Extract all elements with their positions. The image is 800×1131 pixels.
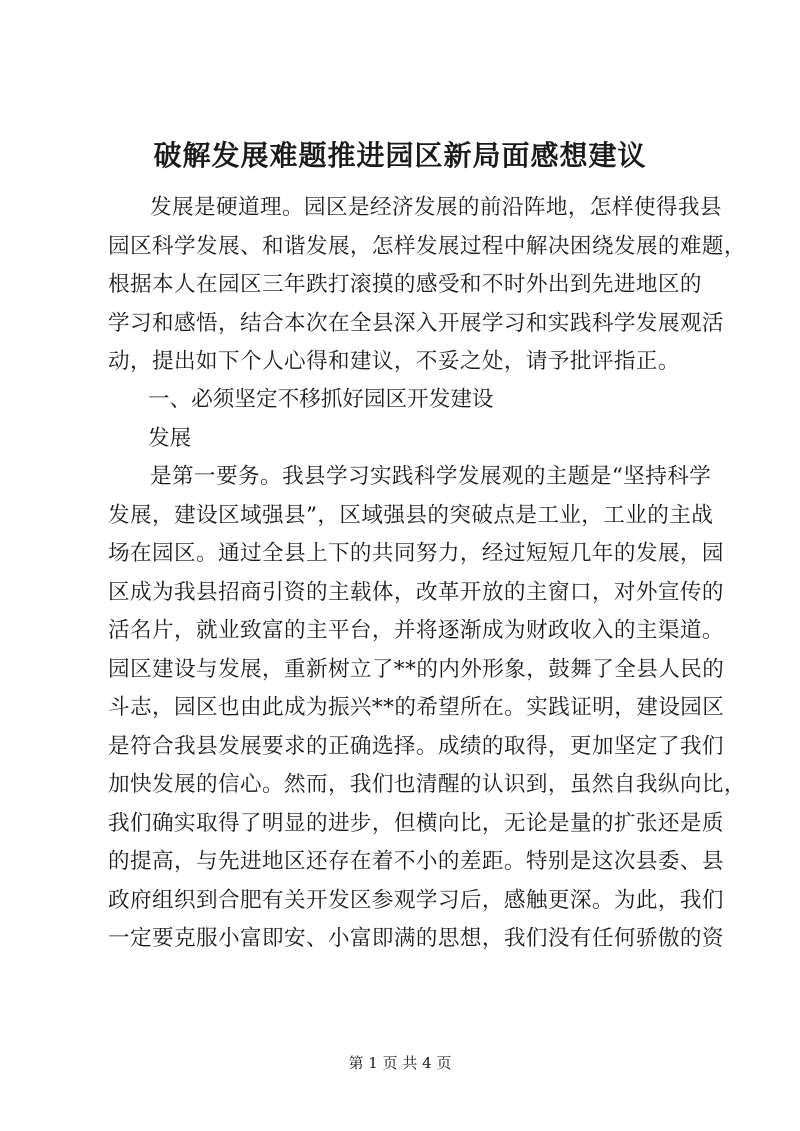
page-footer: 第 1 页 共 4 页: [348, 1054, 452, 1072]
main-line: 是第一要务。我县学习实践科学发展观的主题是“坚持科学: [150, 464, 712, 489]
main-line: 我们确实取得了明显的进步，但横向比，无论是量的扩张还是质: [108, 810, 724, 836]
main-line: 一定要克服小富即安、小富即满的思想，我们没有任何骄傲的资: [108, 926, 724, 951]
section-heading: 一、必须坚定不移抓好园区开发建设: [148, 387, 494, 412]
main-line: 斗志，园区也由此成为振兴**的希望所在。实践证明，建设园区: [108, 695, 725, 720]
document-title: 破解发展难题推进园区新局面感想建议: [153, 139, 647, 172]
main-line: 政府组织到合肥有关开发区参观学习后，感触更深。为此，我们: [108, 887, 724, 913]
intro-line: 发展是硬道理。园区是经济发展的前沿阵地，怎样使得我县: [150, 195, 722, 220]
intro-line: 学习和感悟，结合本次在全县深入开展学习和实践科学发展观活: [108, 310, 724, 336]
main-line: 区成为我县招商引资的主载体，改革开放的主窗口，对外宣传的: [108, 579, 724, 605]
intro-line: 根据本人在园区三年跌打滚摸的感受和不时外出到先进地区的: [108, 272, 702, 297]
main-line: 场在园区。通过全县上下的共同努力，经过短短几年的发展，园: [108, 541, 724, 566]
main-line: 发展，建设区域强县”，区域强县的突破点是工业，工业的主战: [108, 502, 714, 528]
main-paragraph: [108, 458, 746, 959]
main-line: 的提高，与先进地区还存在着不小的差距。特别是这次县委、县: [108, 849, 724, 874]
main-line: 园区建设与发展，重新树立了**的内外形象，鼓舞了全县人民的: [108, 656, 725, 682]
intro-line: 园区科学发展、和谐发展，怎样发展过程中解决困绕发展的难题，: [108, 233, 746, 259]
intro-line: 动，提出如下个人心得和建议，不妥之处，请予批评指正。: [108, 349, 680, 374]
section-word: 发展: [148, 426, 192, 451]
main-line: 是符合我县发展要求的正确选择。成绩的取得，更加坚定了我们: [108, 733, 724, 759]
main-line: 活名片，就业致富的主平台，并将逐渐成为财政收入的主渠道。: [108, 618, 724, 643]
main-line: 加快发展的信心。然而，我们也清醒的认识到，虽然自我纵向比，: [108, 772, 746, 797]
intro-paragraph: [108, 189, 746, 382]
